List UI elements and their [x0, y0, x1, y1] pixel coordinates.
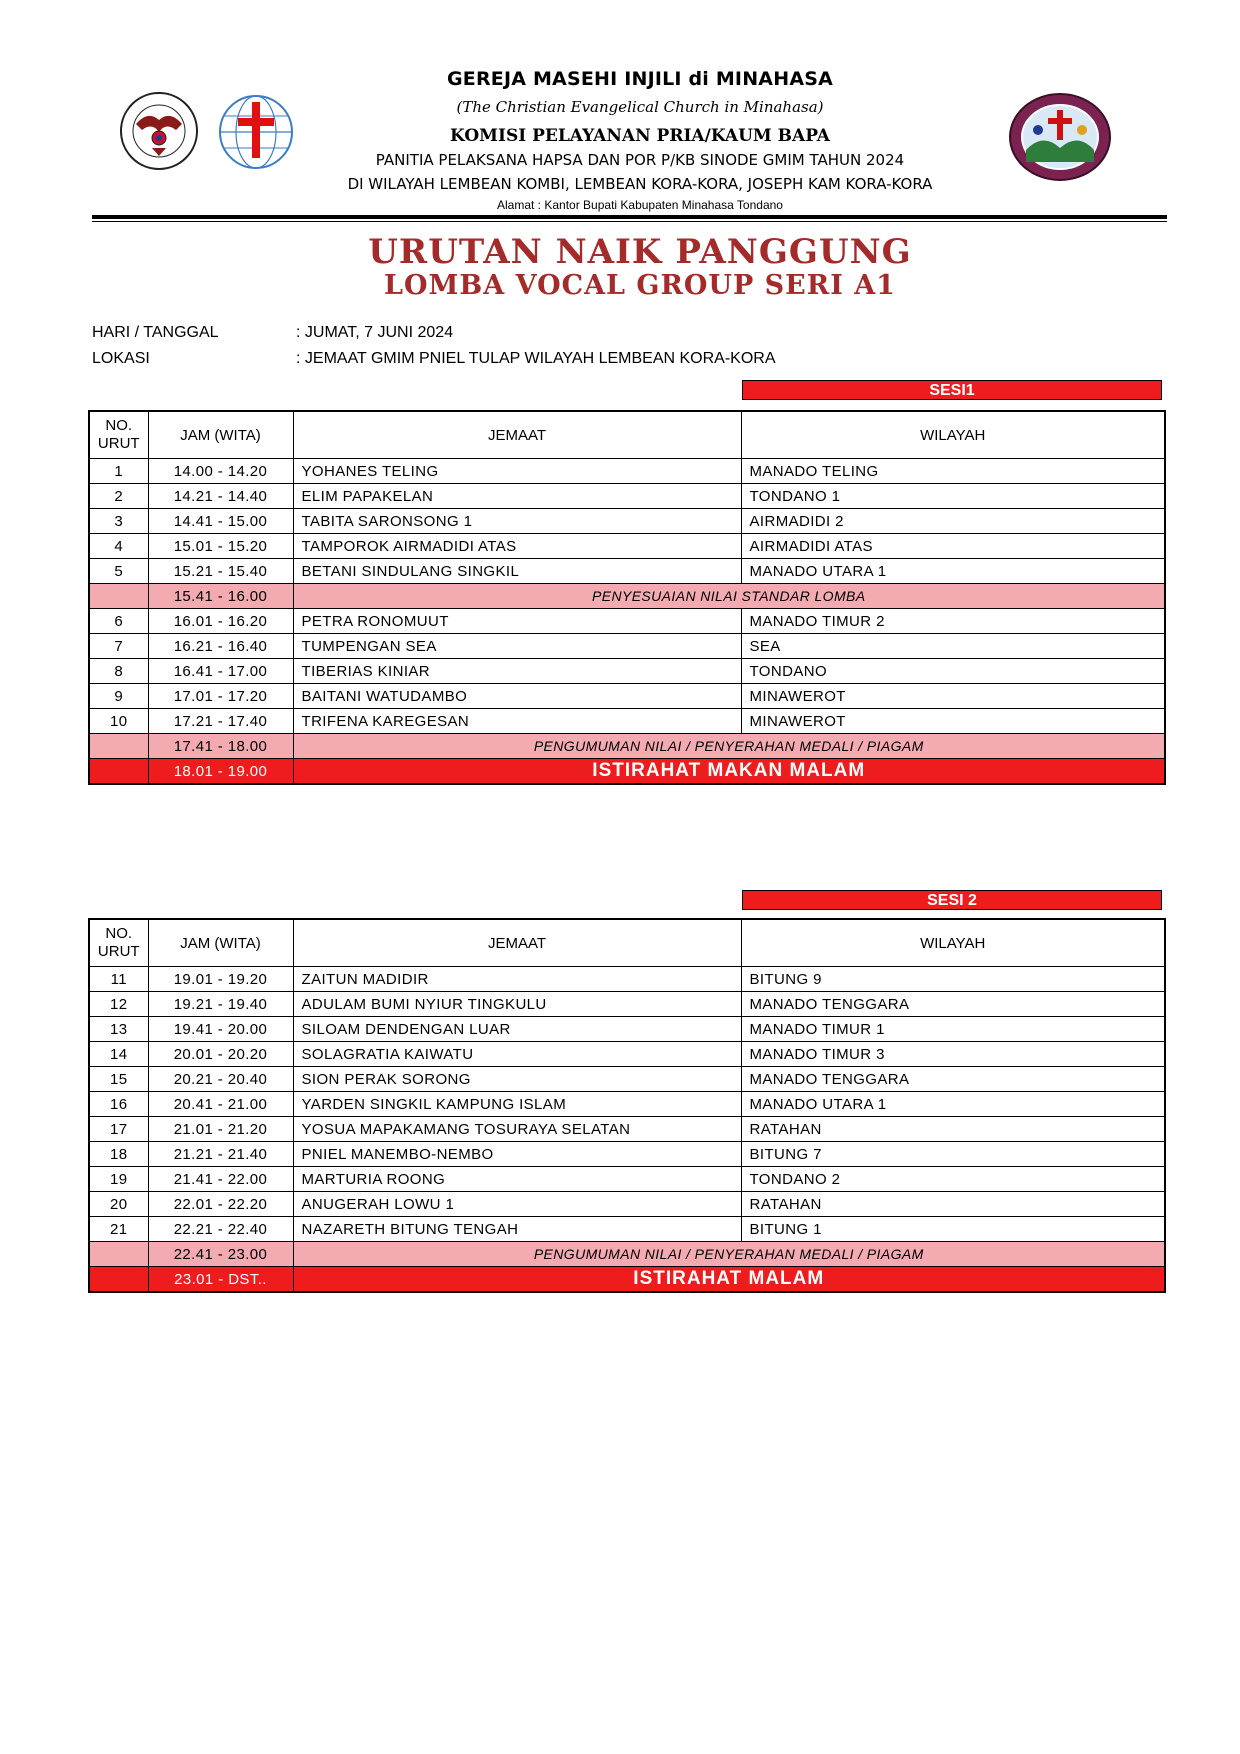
col-jemaat-header: JEMAAT — [293, 411, 741, 459]
table-row — [89, 709, 1165, 734]
table-row — [89, 659, 1165, 684]
time-slot: 17.21 - 17.40 — [148, 709, 293, 734]
komisi-name: KOMISI PELAYANAN PRIA/KAUM BAPA — [450, 126, 830, 146]
wilayah-name: TONDANO 2 — [741, 1167, 1165, 1192]
session-1-rows — [89, 459, 1165, 785]
jemaat-name: ADULAM BUMI NYIUR TINGKULU — [293, 992, 741, 1017]
time-slot: 20.21 - 20.40 — [148, 1067, 293, 1092]
col-wilayah-header: WILAYAH — [741, 919, 1165, 967]
time-slot: 20.41 - 21.00 — [148, 1092, 293, 1117]
jemaat-name: YOSUA MAPAKAMANG TOSURAYA SELATAN — [293, 1117, 741, 1142]
time-slot: 21.41 - 22.00 — [148, 1167, 293, 1192]
col-jemaat-header: JEMAAT — [293, 919, 741, 967]
jemaat-name: TAMPOROK AIRMADIDI ATAS — [293, 534, 741, 559]
wilayah-name: BITUNG 7 — [741, 1142, 1165, 1167]
row-number — [89, 734, 148, 759]
row-number: 15 — [89, 1067, 148, 1092]
row-number: 7 — [89, 634, 148, 659]
time-slot: 23.01 - DST.. — [148, 1267, 293, 1293]
committee-line: PANITIA PELAKSANA HAPSA DAN POR P/KB SINODE GMIM TAHUN 2024 — [375, 151, 905, 169]
document-title: URUTAN NAIK PANGGUNG — [368, 232, 912, 272]
col-wilayah-header: WILAYAH — [741, 411, 1165, 459]
time-slot: 21.21 - 21.40 — [148, 1142, 293, 1167]
wilayah-name: TONDANO — [741, 659, 1165, 684]
region-line: DI WILAYAH LEMBEAN KOMBI, LEMBEAN KORA-KORA, JOSEPH KAM KORA-KORA — [347, 175, 933, 193]
day-date-label: HARI / TANGGAL — [92, 324, 219, 341]
col-no-header: NO. URUT — [89, 919, 148, 967]
row-number: 21 — [89, 1217, 148, 1242]
jemaat-name: TRIFENA KAREGESAN — [293, 709, 741, 734]
wilayah-name: MANADO UTARA 1 — [741, 1092, 1165, 1117]
table-row — [89, 1067, 1165, 1092]
jemaat-name: MARTURIA ROONG — [293, 1167, 741, 1192]
wilayah-name: MANADO TENGGARA — [741, 1067, 1165, 1092]
time-slot: 15.01 - 15.20 — [148, 534, 293, 559]
wilayah-name: BITUNG 9 — [741, 967, 1165, 992]
row-number: 4 — [89, 534, 148, 559]
wilayah-name: MINAWEROT — [741, 709, 1165, 734]
header-divider — [92, 215, 1167, 219]
row-number — [89, 1267, 148, 1293]
time-slot: 16.21 - 16.40 — [148, 634, 293, 659]
row-number: 2 — [89, 484, 148, 509]
row-note: ISTIRAHAT MALAM — [293, 1267, 1165, 1293]
wilayah-name: TONDANO 1 — [741, 484, 1165, 509]
session-1-table — [88, 410, 1166, 785]
row-number: 8 — [89, 659, 148, 684]
wilayah-name: MANADO TENGGARA — [741, 992, 1165, 1017]
time-slot: 19.01 - 19.20 — [148, 967, 293, 992]
location-value: : JEMAAT GMIM PNIEL TULAP WILAYAH LEMBEAN KORA-KORA — [296, 350, 776, 367]
document-subtitle: LOMBA VOCAL GROUP SERI A1 — [384, 270, 896, 301]
jemaat-name: PNIEL MANEMBO-NEMBO — [293, 1142, 741, 1167]
time-slot: 14.41 - 15.00 — [148, 509, 293, 534]
table-header-row — [89, 919, 1165, 967]
wilayah-name: AIRMADIDI ATAS — [741, 534, 1165, 559]
time-slot: 15.21 - 15.40 — [148, 559, 293, 584]
jemaat-name: BAITANI WATUDAMBO — [293, 684, 741, 709]
session-2-table — [88, 918, 1166, 1293]
jemaat-name: SILOAM DENDENGAN LUAR — [293, 1017, 741, 1042]
col-no-header: NO. URUT — [89, 411, 148, 459]
wilayah-name: RATAHAN — [741, 1117, 1165, 1142]
jemaat-name: ANUGERAH LOWU 1 — [293, 1192, 741, 1217]
address-line: Alamat : Kantor Bupati Kabupaten Minahasa Tondano — [497, 198, 783, 212]
row-number: 16 — [89, 1092, 148, 1117]
jemaat-name: ELIM PAPAKELAN — [293, 484, 741, 509]
row-number: 5 — [89, 559, 148, 584]
table-row — [89, 1017, 1165, 1042]
location-label: LOKASI — [92, 350, 150, 367]
table-row — [89, 634, 1165, 659]
row-number: 20 — [89, 1192, 148, 1217]
jemaat-name: YOHANES TELING — [293, 459, 741, 484]
wilayah-name: RATAHAN — [741, 1192, 1165, 1217]
table-row — [89, 684, 1165, 709]
table-row — [89, 534, 1165, 559]
letterhead — [0, 0, 1240, 220]
jemaat-name: ZAITUN MADIDIR — [293, 967, 741, 992]
row-number — [89, 584, 148, 609]
time-slot: 20.01 - 20.20 — [148, 1042, 293, 1067]
row-number: 12 — [89, 992, 148, 1017]
row-number: 14 — [89, 1042, 148, 1067]
row-number — [89, 1242, 148, 1267]
jemaat-name: TUMPENGAN SEA — [293, 634, 741, 659]
time-slot: 21.01 - 21.20 — [148, 1117, 293, 1142]
wilayah-name: BITUNG 1 — [741, 1217, 1165, 1242]
jemaat-name: BETANI SINDULANG SINGKIL — [293, 559, 741, 584]
announcement-row — [89, 1242, 1165, 1267]
break-row — [89, 1267, 1165, 1293]
session-2-label: SESI 2 — [742, 890, 1162, 910]
break-row — [89, 759, 1165, 785]
time-slot: 22.41 - 23.00 — [148, 1242, 293, 1267]
table-row — [89, 609, 1165, 634]
table-row — [89, 1167, 1165, 1192]
row-number: 10 — [89, 709, 148, 734]
jemaat-name: TIBERIAS KINIAR — [293, 659, 741, 684]
table-row — [89, 1117, 1165, 1142]
row-number — [89, 759, 148, 785]
wilayah-name: MANADO TIMUR 2 — [741, 609, 1165, 634]
row-number: 18 — [89, 1142, 148, 1167]
row-note: PENYESUAIAN NILAI STANDAR LOMBA — [293, 584, 1165, 609]
wilayah-name: MANADO UTARA 1 — [741, 559, 1165, 584]
table-row — [89, 484, 1165, 509]
table-row — [89, 509, 1165, 534]
table-row — [89, 1042, 1165, 1067]
session-1-label: SESI1 — [742, 380, 1162, 400]
time-slot: 22.21 - 22.40 — [148, 1217, 293, 1242]
row-note: ISTIRAHAT MAKAN MALAM — [293, 759, 1165, 785]
table-row — [89, 559, 1165, 584]
col-jam-header: JAM (WITA) — [148, 919, 293, 967]
table-row — [89, 459, 1165, 484]
session-2-rows — [89, 967, 1165, 1293]
time-slot: 14.21 - 14.40 — [148, 484, 293, 509]
time-slot: 19.21 - 19.40 — [148, 992, 293, 1017]
table-row — [89, 992, 1165, 1017]
row-note: PENGUMUMAN NILAI / PENYERAHAN MEDALI / PIAGAM — [293, 1242, 1165, 1267]
time-slot: 16.41 - 17.00 — [148, 659, 293, 684]
table-header-row — [89, 411, 1165, 459]
row-number: 19 — [89, 1167, 148, 1192]
wilayah-name: SEA — [741, 634, 1165, 659]
jemaat-name: YARDEN SINGKIL KAMPUNG ISLAM — [293, 1092, 741, 1117]
time-slot: 16.01 - 16.20 — [148, 609, 293, 634]
time-slot: 15.41 - 16.00 — [148, 584, 293, 609]
wilayah-name: MANADO TIMUR 3 — [741, 1042, 1165, 1067]
time-slot: 17.01 - 17.20 — [148, 684, 293, 709]
table-row — [89, 967, 1165, 992]
announcement-row — [89, 584, 1165, 609]
row-number: 3 — [89, 509, 148, 534]
announcement-row — [89, 734, 1165, 759]
time-slot: 22.01 - 22.20 — [148, 1192, 293, 1217]
row-number: 17 — [89, 1117, 148, 1142]
table-row — [89, 1192, 1165, 1217]
row-number: 13 — [89, 1017, 148, 1042]
org-name: GEREJA MASEHI INJILI di MINAHASA — [446, 68, 834, 90]
time-slot: 17.41 - 18.00 — [148, 734, 293, 759]
row-number: 6 — [89, 609, 148, 634]
time-slot: 14.00 - 14.20 — [148, 459, 293, 484]
col-jam-header: JAM (WITA) — [148, 411, 293, 459]
org-english-name: (The Christian Evangelical Church in Minahasa) — [456, 98, 824, 116]
time-slot: 18.01 - 19.00 — [148, 759, 293, 785]
row-number: 11 — [89, 967, 148, 992]
time-slot: 19.41 - 20.00 — [148, 1017, 293, 1042]
wilayah-name: MINAWEROT — [741, 684, 1165, 709]
header-divider-thin — [92, 221, 1167, 222]
table-row — [89, 1092, 1165, 1117]
table-row — [89, 1142, 1165, 1167]
jemaat-name: SION PERAK SORONG — [293, 1067, 741, 1092]
jemaat-name: PETRA RONOMUUT — [293, 609, 741, 634]
jemaat-name: NAZARETH BITUNG TENGAH — [293, 1217, 741, 1242]
jemaat-name: SOLAGRATIA KAIWATU — [293, 1042, 741, 1067]
table-row — [89, 1217, 1165, 1242]
wilayah-name: AIRMADIDI 2 — [741, 509, 1165, 534]
wilayah-name: MANADO TIMUR 1 — [741, 1017, 1165, 1042]
day-date-value: : JUMAT, 7 JUNI 2024 — [296, 324, 454, 341]
row-number: 1 — [89, 459, 148, 484]
row-note: PENGUMUMAN NILAI / PENYERAHAN MEDALI / PIAGAM — [293, 734, 1165, 759]
jemaat-name: TABITA SARONSONG 1 — [293, 509, 741, 534]
wilayah-name: MANADO TELING — [741, 459, 1165, 484]
row-number: 9 — [89, 684, 148, 709]
